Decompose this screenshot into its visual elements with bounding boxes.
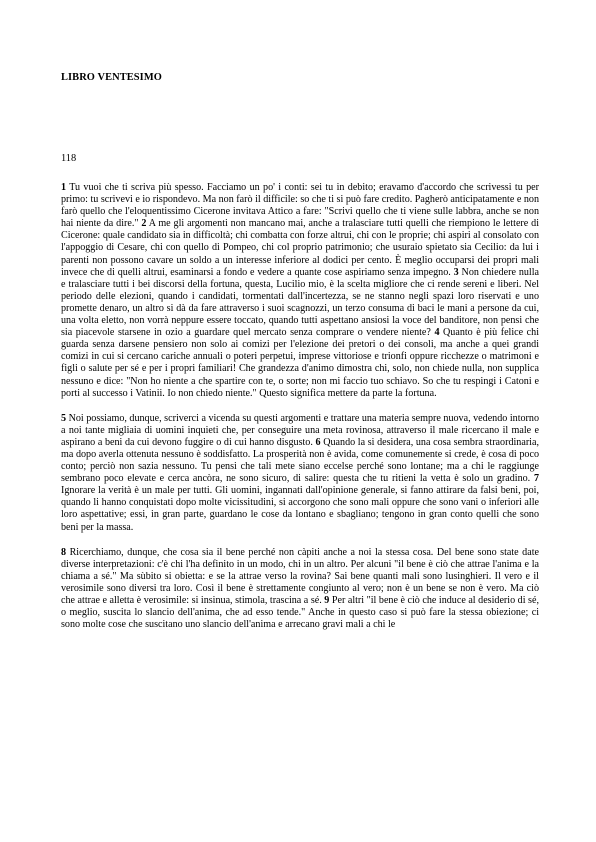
section-text: Ricerchiamo, dunque, che cosa sia il bene perché non càpiti anche a noi la stessa cosa. Del bene sono state date diverse interpretazioni: c'è chi l'ha definito in un modo, chi in un altro. Per alcuni "il bene è ciò che attrae l'anima e la chiama a sé." Ma sùbito si obietta: e se la attrae verso la rovina? Sai bene quanti mali sono lusinghieri. Il vero e il verosimile sono diversi tra loro. Così il bene è strettamente congiunto al vero; non è un bene se non è vero. Ma ciò che attrae e alletta è verosimile: si insinua, stimola, trascina a sé. (61, 546, 539, 606)
section-number: 6 (315, 436, 321, 448)
letter-body (61, 182, 539, 631)
section-number: 4 (434, 327, 440, 339)
paragraph (61, 413, 539, 534)
section-number: 3 (453, 266, 459, 278)
section-text: Quando la si desidera, una cosa sembra straordinaria, ma dopo averla ottenuta nessuno è soddisfatto. La prosperità non è avida, come comunemente si crede, è cosa di poco conto; perciò non sazia nessuno. Tu pensi che tali mete siano eccelse perché sono lontane; ma a chi le raggiunge sembrano poco elevate e cerca ancòra, ne sono sicuro, di salire: questa che tu ritieni la vetta è solo un gradino. (61, 436, 539, 485)
section-number: 8 (61, 546, 67, 558)
section-text: Quanto è più felice chi guarda senza darsene pensiero non solo ai comizi per l'elezione dei pretori o dei consoli, ma anche a quei grandi comizi in cui si cercano cariche annuali o poteri perpetui, imprese vittoriose e trionfi oppure ricchezze o matrimoni e figli o salute per sé e per i propri familiari! Che grandezza d'animo dimostra chi, solo, non chiede nulla, non supplica nessuno e dice: "Non ho niente a che spartire con te, o sorte; non mi faccio tuo schiavo. So che tu respingi i Catoni e porti al successo i Vatinii. Io non chiedo niente." Questo significa mettere da parte la fortuna. (61, 327, 539, 399)
section-number: 1 (61, 182, 67, 193)
section-number: 7 (533, 473, 539, 485)
section-text: Noi possiamo, dunque, scriverci a vicenda su questi argomenti e trattare una materia sempre nuova, vedendo intorno a noi tante migliaia di uomini inquieti che, per conseguire una meta rovinosa, attraverso il male ricercano il male e aspirano a beni da cui devono fuggire o di cui hanno disgusto. (61, 412, 539, 448)
paragraph (61, 182, 539, 400)
paragraph (61, 547, 539, 632)
section-number: 5 (61, 412, 67, 424)
section-text: Per altri "il bene è ciò che induce al desiderio di sé, o meglio, suscita lo slancio dell'anima, che ad esso tende." Anche in questo caso si può fare la stessa obiezione; ci sono molte cose che suscitano uno slancio dell'anima e arrecano gravi mali a chi le (61, 595, 539, 631)
section-text: Non chiedere nulla e tralasciare tutti i bei discorsi della fortuna, questa, Lucilio mio, è la scelta migliore che ci rende sereni e liberi. Nel periodo delle elezioni, quando i candidati, tormentati dall'incertezza, se ne stanno negli spazi loro riservati e uno promette denaro, un altro si dà da fare attraverso i suoi scagnozzi, un terzo consuma di baci le mani a persone da cui, una volta eletto, non vorrà neppure essere toccato, quando tutti aspettano ansiosi la voce del banditore, non pensi che sia piacevole starsene in ozio a guardare quel mercato senza comprare o vendere niente? (61, 266, 539, 339)
section-number: 9 (324, 595, 330, 606)
section-text: Ignorare la verità è un male per tutti. Gli uomini, ingannati dall'opinione generale, si fanno attirare da falsi beni, poi, quando li hanno conquistati dopo molte vicissitudini, si accorgono che sono mali oppure che sono vani o inferiori alle loro aspettative; essi, in gran parte, guardano le cose da lontano e sbagliano; tengono in gran conto quelli che sono beni per la massa. (61, 485, 539, 533)
section-text: Tu vuoi che ti scriva più spesso. Facciamo un po' i conti: sei tu in debito; eravamo d'accordo che scrivessi tu per primo: tu scrivevi e io rispondevo. Ma non farò il difficile: so che ti si può fare credito. Pagherò anticipatamente e non farò quello che l'eloquentissimo Cicerone invitava Attico a fare: "Scrivi quello che ti viene sulle labbra, anche se non hai niente da dire." (61, 182, 539, 230)
letter-number: 118 (61, 153, 77, 164)
book-heading: LIBRO VENTESIMO (61, 72, 162, 83)
section-text: A me gli argomenti non mancano mai, anche a tralasciare tutti quelli che riempiono le lettere di Cicerone: quale candidato sia in difficoltà; chi combatta con forze altrui, chi con le proprie; chi aspiri al consolato con l'appoggio di Cesare, chi con quello di Pompeo, chi col proprio patrimonio; che usuraio spietato sia Cecilio: da lui i parenti non possono cavare un soldo a un interesse inferiore al dodici per cento. È meglio occuparsi dei propri mali invece che di quelli altrui, esaminarsi a fondo e vedere a quante cose aspiriamo senza impegno. (61, 218, 539, 278)
section-number: 2 (141, 218, 147, 230)
